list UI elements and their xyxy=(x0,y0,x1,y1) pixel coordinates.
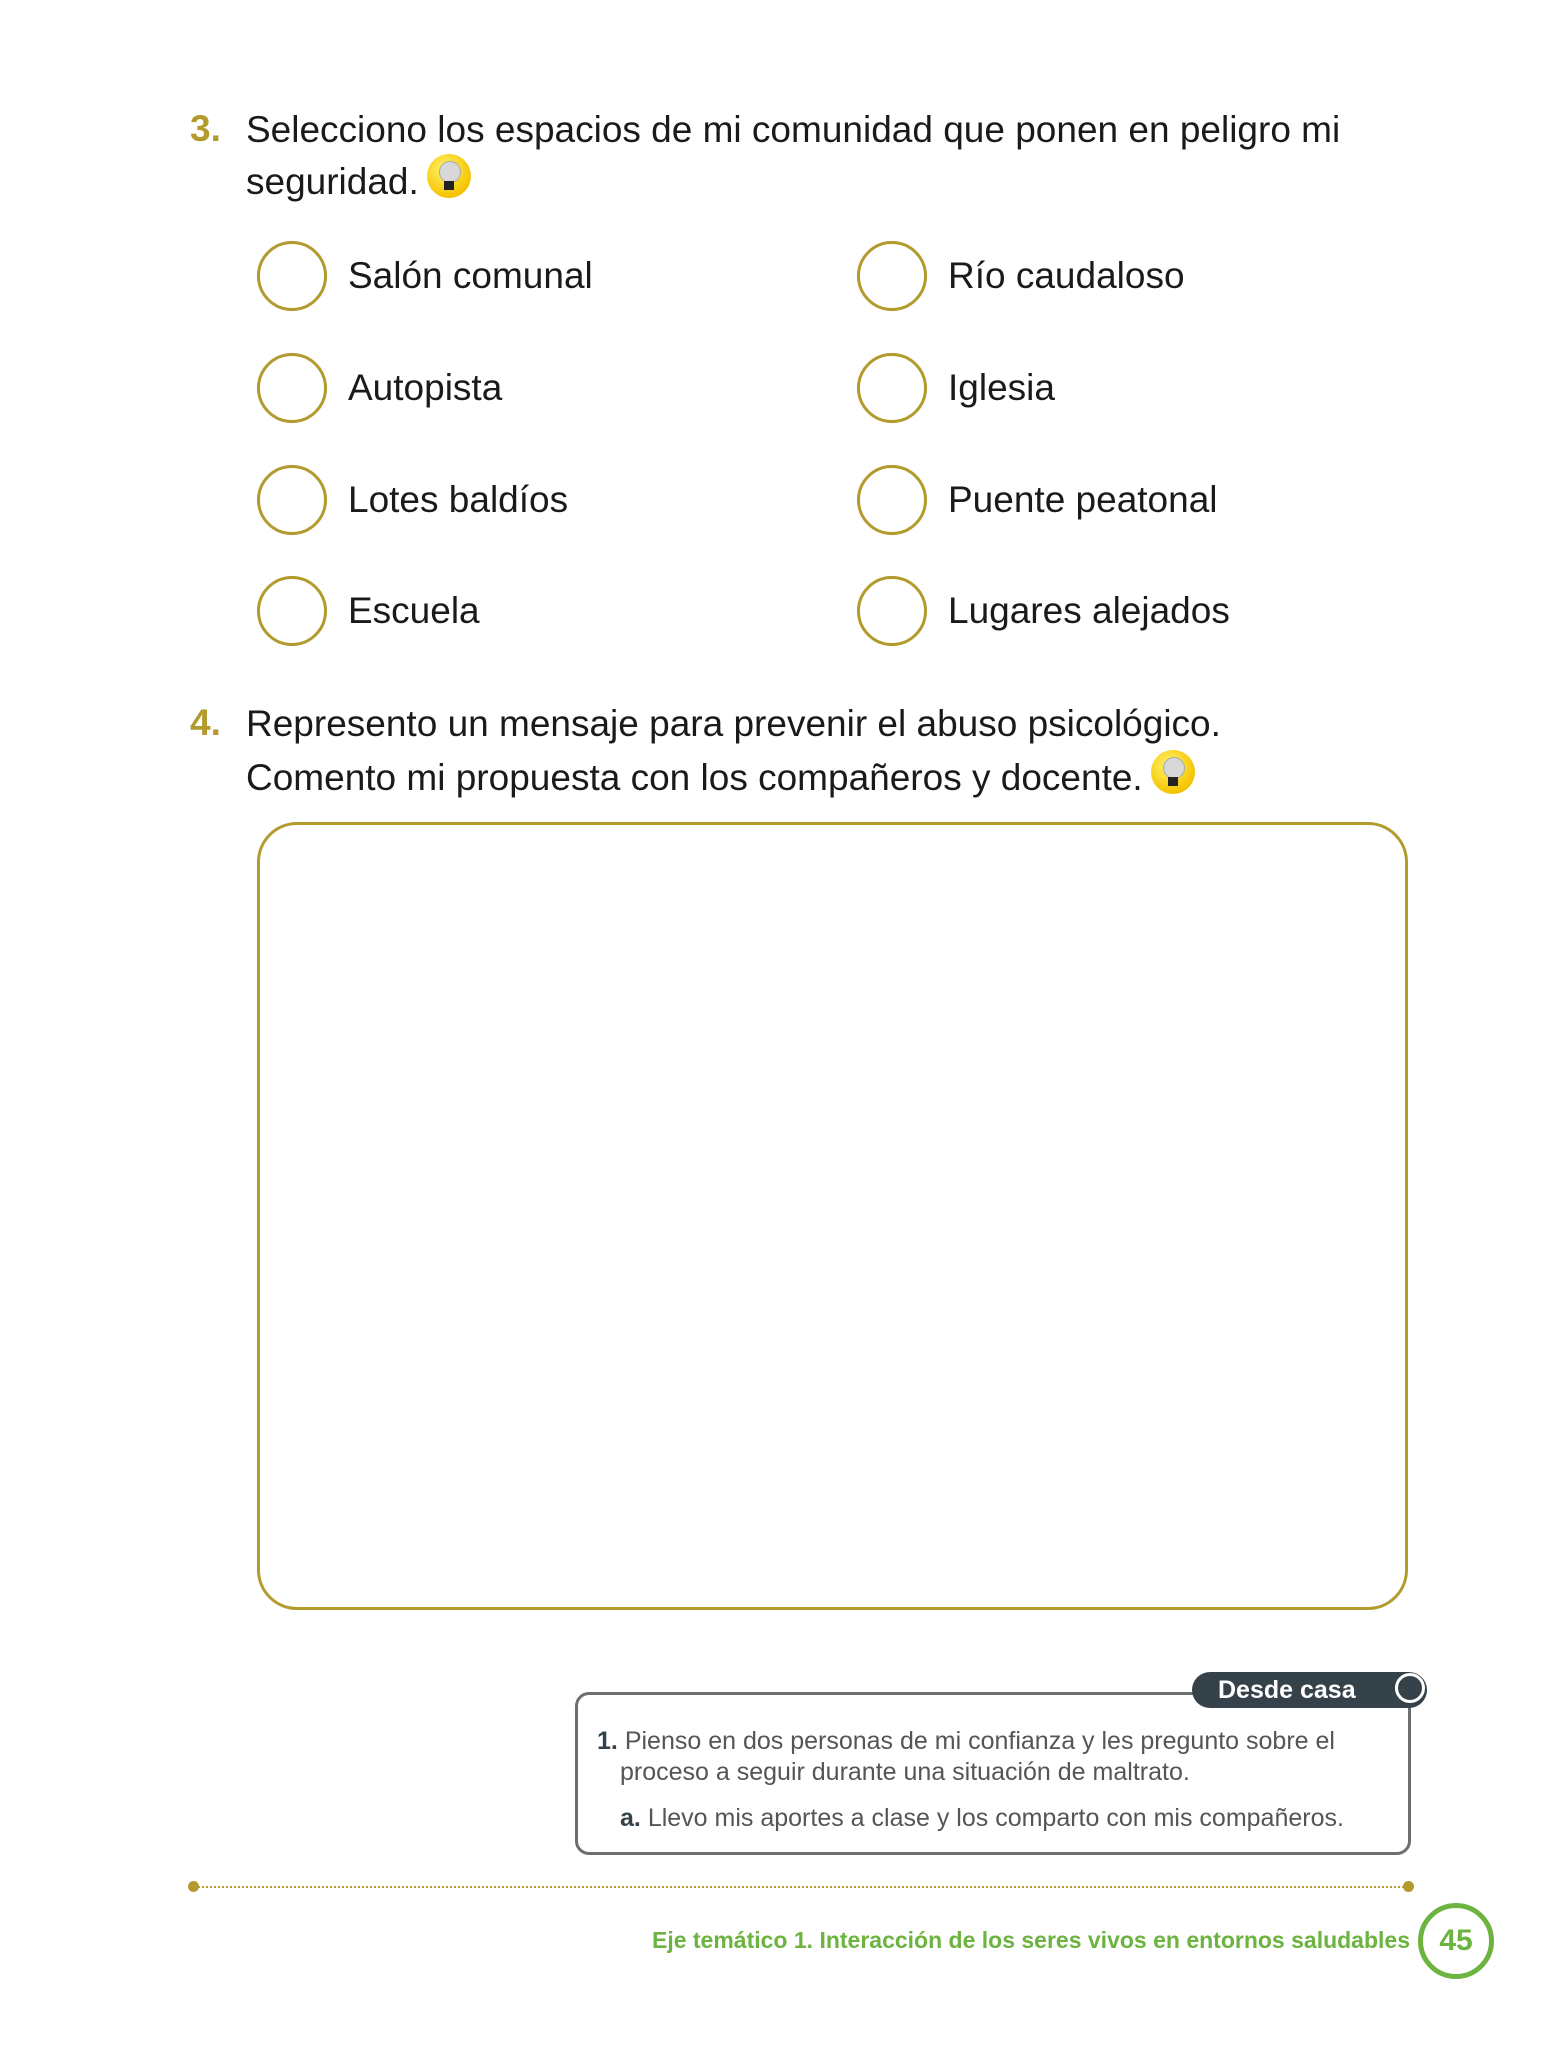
option-label: Autopista xyxy=(348,367,503,408)
option-circle[interactable] xyxy=(257,465,327,535)
option-iglesia[interactable] xyxy=(857,350,1055,426)
item-letter: a. xyxy=(620,1804,641,1832)
item-text: Pienso en dos personas de mi confianza y les pregunto sobre el xyxy=(624,1727,1335,1755)
divider-dot-right xyxy=(1403,1881,1414,1892)
option-circle[interactable] xyxy=(857,465,927,535)
option-salon-comunal[interactable] xyxy=(257,238,593,314)
option-circle[interactable] xyxy=(857,353,927,423)
divider-dot-left xyxy=(188,1881,199,1892)
question-3-text-line2 xyxy=(246,154,471,208)
home-item-1-cont: proceso a seguir durante una situación de maltrato. xyxy=(620,1758,1190,1786)
option-circle[interactable] xyxy=(257,353,327,423)
option-lugares-alejados[interactable] xyxy=(857,573,1230,649)
question-4-text-line1: Represento un mensaje para prevenir el abuso psicológico. xyxy=(246,703,1221,744)
home-item-1 xyxy=(597,1727,1335,1756)
option-lotes-baldios[interactable] xyxy=(257,462,568,538)
option-puente-peatonal[interactable] xyxy=(857,462,1218,538)
option-circle[interactable] xyxy=(857,241,927,311)
option-label: Escuela xyxy=(348,590,480,631)
lightbulb-icon xyxy=(427,154,471,198)
option-circle[interactable] xyxy=(857,576,927,646)
option-label: Puente peatonal xyxy=(948,479,1218,520)
tab-label: Desde casa xyxy=(1218,1676,1356,1704)
question-4-text-line2 xyxy=(246,750,1195,804)
question-4-number: 4. xyxy=(190,702,221,743)
footer-section-title: Eje temático 1. Interacción de los seres vivos en entornos saludables xyxy=(651,1927,1410,1953)
option-autopista[interactable] xyxy=(257,350,502,426)
home-item-a xyxy=(620,1804,1344,1833)
drawing-area[interactable] xyxy=(257,822,1408,1610)
question-4-text: Comento mi propuesta con los compañeros y docente. xyxy=(246,757,1143,798)
option-escuela[interactable] xyxy=(257,573,480,649)
option-circle[interactable] xyxy=(257,576,327,646)
question-3-number: 3. xyxy=(190,108,221,149)
option-label: Salón comunal xyxy=(348,255,593,296)
lightbulb-icon xyxy=(1151,750,1195,794)
option-label: Río caudaloso xyxy=(948,255,1185,296)
desde-casa-tab xyxy=(1192,1672,1427,1708)
option-circle[interactable] xyxy=(257,241,327,311)
option-label: Iglesia xyxy=(948,367,1055,408)
page-number: 45 xyxy=(1418,1903,1494,1979)
dotted-divider xyxy=(193,1886,1408,1888)
item-number: 1. xyxy=(597,1727,618,1755)
tab-circle-icon xyxy=(1395,1673,1425,1703)
question-3-text: seguridad. xyxy=(246,161,419,202)
option-label: Lugares alejados xyxy=(948,590,1230,631)
desde-casa-box xyxy=(575,1692,1411,1855)
question-3-text-line1: Selecciono los espacios de mi comunidad que ponen en peligro mi xyxy=(246,109,1341,150)
option-label: Lotes baldíos xyxy=(348,479,569,520)
item-text: Llevo mis aportes a clase y los comparto con mis compañeros. xyxy=(647,1804,1344,1832)
option-rio-caudaloso[interactable] xyxy=(857,238,1185,314)
